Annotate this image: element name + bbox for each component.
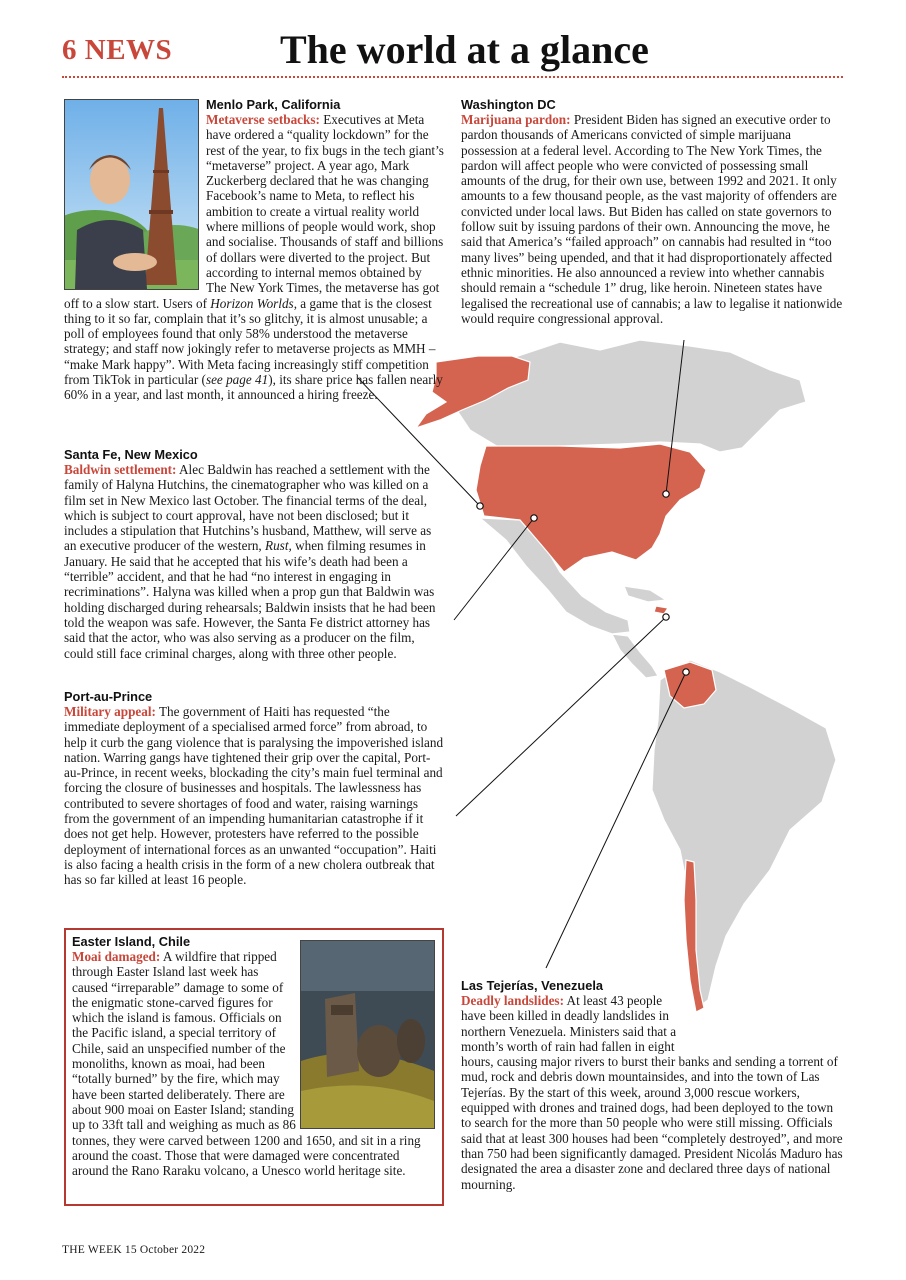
story-kicker: Baldwin settlement: [64,462,177,477]
story-text-italic: see page 41 [205,372,269,388]
story-text: At least 43 people have been killed in deadly landslides in northern Venezuela. Ministers said that a month’s worth of rain had fallen in eight hours, causing major rivers to burst their banks and sending a torrent of mud, rock and debris down mountainsides, and into the town of Las Tejerías. By the start of this week, around 3,000 rescue workers, equipped with drones and trained dogs, had been deployed to the town to search for the more than 50 people who were still missing. Officials said that at least 300 houses had been “completely destroyed”, and more than 750 had been significantly damaged. President Nicolás Maduro has designated the area a disaster zone and declared three days of national mourning. [461,993,843,1192]
story-port-au-prince [64,689,444,888]
page-footer: THE WEEK 15 October 2022 [62,1244,206,1256]
story-text: A wildfire that ripped through Easter Island last week has caused “irreparable” damage to some of the enigmatic stone-carved figures for which the island is famous. Officials on the Pacific island, a special territory of Chile, said an unspecified number of the monoliths, known as moai, had been “totally burned” by the fire, which may have been started deliberately. There are about 900 moai on Easter Island; standing up to 33ft tall and weighing as much as 86 tonnes, they were carved between 1200 and 1650, and sit in a ring around the coast. Those that were damaged were concentrated around the Rano Raraku volcano, a Unesco world heritage site. [72,949,421,1179]
connector-santafe [454,518,534,620]
story-kicker: Moai damaged: [72,949,161,964]
pin-washington [663,491,669,497]
story-kicker: Metaverse setbacks: [206,112,320,127]
story-text: , a game that is the closest thing to it so far, complain that it’s so glitchy, it is almost unusable; a poll of employees found that only 58% understood the metaverse strategy; and staff now jokingly refer to metaverse projects as MMH – “make Mark happy”. With Meta facing increasingly stiff competition from TikTok in particular ( [64,295,436,388]
pin-haiti [663,614,669,620]
story-place: Menlo Park, California [206,97,341,112]
story-text-italic: Horizon Worlds [210,295,294,311]
map-central-america [612,634,658,678]
pin-santafe [531,515,537,521]
pin-menlo [477,503,483,509]
story-text: Alec Baldwin has reached a settlement with the family of Halyna Hutchins, the cinematographer who was killed on a film set in New Mexico last October. The financial terms of the deal, which is subject to court approval, have not been disclosed; but it includes a stipulation that Hutchins’s husband, Matthew, will serve as an executive producer of the western, [64,462,432,554]
story-text: The government of Haiti has requested “the immediate deployment of a specialised armed force” from abroad, to help it curb the gang violence that is paralysing the impoverished island nation. Warring gangs have tightened their grip over the capital, Port-au-Prince, in recent weeks, blockading the city’s main fuel terminal and forcing the closure of businesses and hospitals. The lawlessness has contributed to severe shortages of food and water, raising warnings from the government of an impending humanitarian catastrophe if it does not get help. However, protesters have referred to the possible deployment of international forces as an unwanted “occupation”. Haiti is also facing a health crisis in the form of a new cholera outbreak that has so far killed at least 16 people. [64,704,444,888]
story-place: Washington DC [461,97,556,112]
page-number: 6 [62,34,77,66]
map-cuba [624,586,666,602]
story-place: Santa Fe, New Mexico [64,447,198,462]
map-south-america [652,660,836,1006]
connector-haiti [456,617,666,816]
section-name: NEWS [84,34,173,66]
story-text: President Biden has signed an executive order to pardon thousands of Americans convicted of simple marijuana possession at a federal level. According to The New York Times, the pardon will affect people who were convicted of possessing small amounts of the drug, for their own use, between 1992 and 2021. It only amounts to a few thousand people, as the vast majority of offenders are convicted under local laws. But Biden has called on state governors to follow suit by issuing pardons of their own. Announcing the move, he said that America’s “failed approach” on cannabis had resulted in “too many lives” being upended, and that it had disproportionately affected ethnic minorities. He also announced a review into whether cannabis should remain a “schedule 1” drug, like heroin. Nineteen states have legalised the recreational use of cannabis; a law to legalise it nationwide would require congressional approval. [461,112,843,326]
story-kicker: Deadly landslides: [461,993,564,1008]
story-place: Port-au-Prince [64,689,153,704]
story-easter-island [72,934,438,1178]
story-venezuela [461,978,843,1192]
story-washington [461,97,843,326]
story-text: ), its share price has fallen nearly 60% in a year, and last month, it announced a hiring freeze. [64,372,443,403]
story-place: Las Tejerías, Venezuela [461,978,604,993]
story-kicker: Military appeal: [64,704,156,719]
page-title: The world at a glance [280,27,649,72]
pin-venezuela [683,669,689,675]
story-menlo-park [64,97,444,403]
story-text: Executives at Meta have ordered a “quality lockdown” for the rest of the year, to fix bugs in the tech giant’s “metaverse” project. A year ago, Mark Zuckerberg declared that he was changing Facebook’s name to Meta, to reflect his ambition to create a virtual reality world where millions of people would work, shop and socialise. Thousands of staff and billions of dollars were diverted to the project. But according to internal memos obtained by The New York Times, the metaverse has got off to a slow start. Users of [64,112,444,311]
story-text-italic: Rust, [265,538,292,554]
story-kicker: Marijuana pardon: [461,112,571,127]
map-haiti [654,606,668,614]
story-santa-fe [64,447,444,661]
story-text: when filming resumes in January. He said that he accepted that his wife’s death had been a “terrible” accident, and that he had “no interest in engaging in recriminations”. Halyna was killed when a prop gun that Baldwin was holding discharged during rehearsals; Baldwin insists that he had been told the weapon was safe. However, the Santa Fe district attorney has said that the actor, who was also serving as a producer on the film, could still face criminal charges, along with three other people. [64,538,436,661]
story-place: Easter Island, Chile [72,934,191,949]
map-usa [476,444,706,572]
